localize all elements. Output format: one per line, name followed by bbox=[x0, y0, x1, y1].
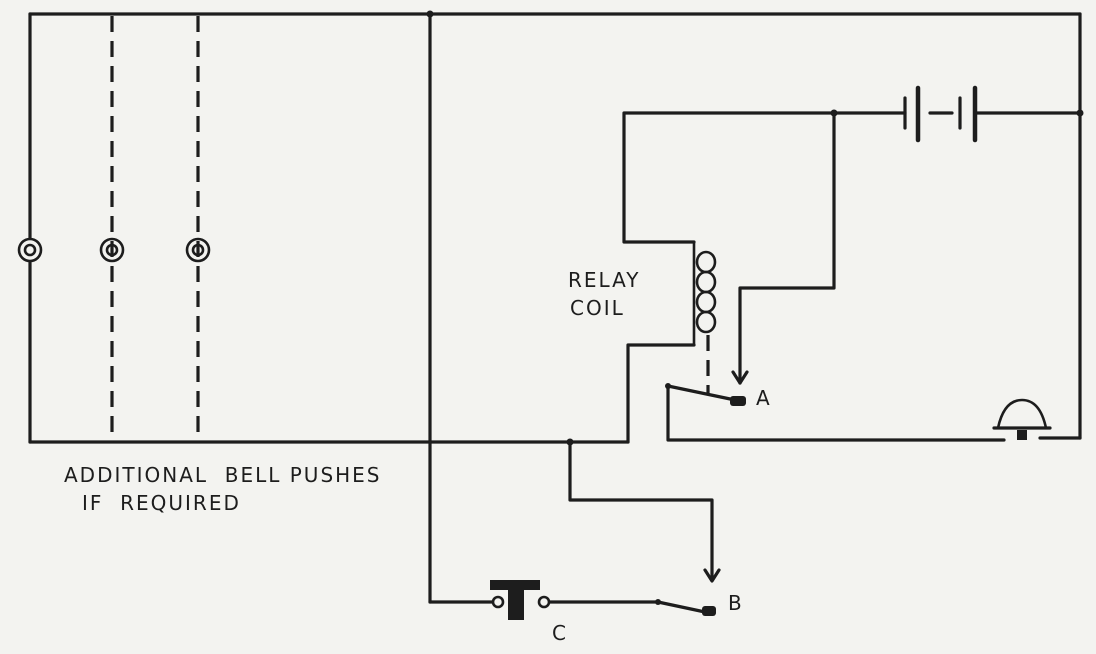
bell-push-c-icon bbox=[490, 580, 549, 620]
contact-b-feed-wire bbox=[570, 442, 712, 578]
relay-label-line1: RELAY bbox=[568, 268, 641, 292]
contact-b-label: B bbox=[728, 591, 744, 615]
relay-coil-icon bbox=[694, 242, 715, 345]
contact-b bbox=[655, 570, 719, 616]
additional-pushes-label-line2: IF REQUIRED bbox=[82, 491, 241, 515]
contact-a-feed-wire bbox=[740, 113, 834, 383]
additional-pushes-label-line1: ADDITIONAL BELL PUSHES bbox=[64, 463, 382, 487]
contact-a-label: A bbox=[756, 386, 772, 410]
relay-label-line2: COIL bbox=[570, 296, 625, 320]
bell-push-1 bbox=[19, 239, 41, 261]
relay-top-wire bbox=[624, 113, 834, 242]
push-c-label: C bbox=[552, 621, 568, 645]
contact-a bbox=[665, 372, 747, 406]
bell-icon bbox=[994, 400, 1050, 440]
additional-dashed-wiring bbox=[112, 16, 708, 442]
junctions bbox=[427, 11, 1084, 446]
relay-left-wire bbox=[628, 345, 694, 442]
